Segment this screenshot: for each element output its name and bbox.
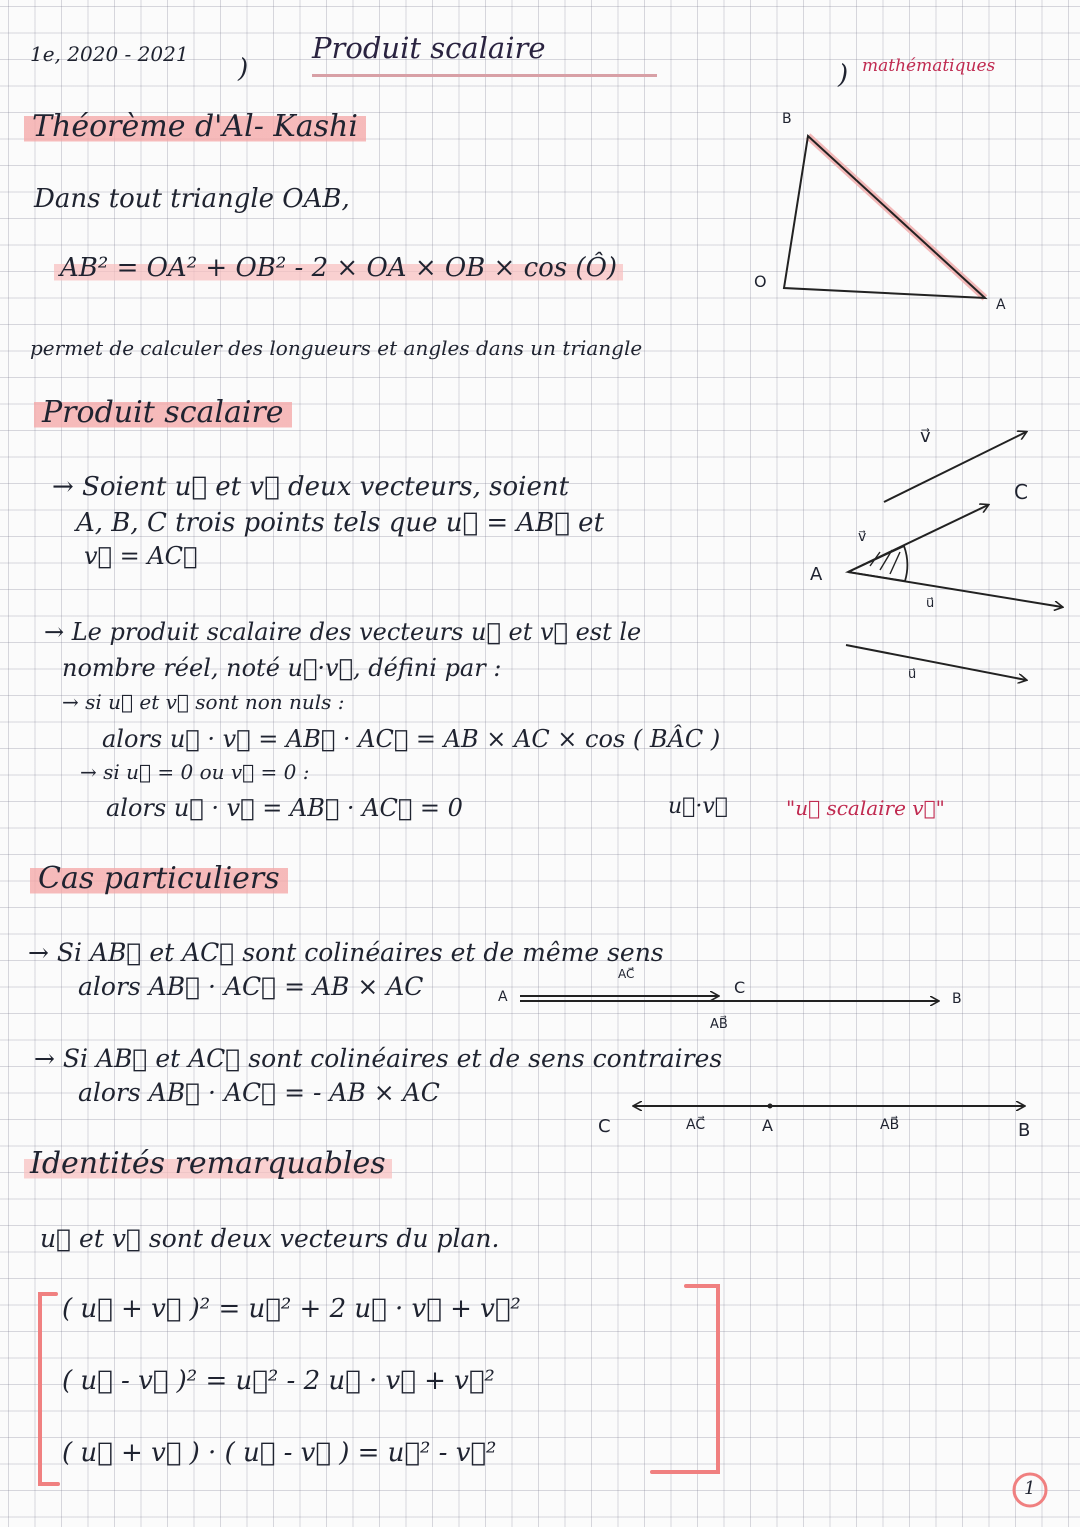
punch-hole-right: ) <box>838 60 849 90</box>
cas2-line1: → Si AB⃗ et AC⃗ sont colinéaires et de sens contraires <box>34 1044 723 1073</box>
subject-label: mathématiques <box>862 56 996 76</box>
case1-result: alors u⃗ · v⃗ = AB⃗ · AC⃗ = AB × AC × cos ( BÂC ) <box>102 725 721 753</box>
produit-intro-line2: A, B, C trois points tels que u⃗ = AB⃗ et <box>76 508 605 538</box>
triangle-label-a: A <box>996 297 1006 313</box>
case2-condition: → si u⃗ = 0 ou v⃗ = 0 : <box>80 760 310 784</box>
identity-sum-square: ( u⃗ + v⃗ )² = u⃗² + 2 u⃗ · v⃗ + v⃗² <box>62 1294 521 1324</box>
case2-result: alors u⃗ · v⃗ = AB⃗ · AC⃗ = 0 <box>106 794 463 822</box>
notation-symbol: u⃗·v⃗ <box>668 794 728 819</box>
cas2-line2: alors AB⃗ · AC⃗ = - AB × AC <box>78 1078 440 1107</box>
fig2-label-c: C <box>598 1116 611 1137</box>
fig1-label-ac: AC⃗ <box>618 967 635 981</box>
notation-reading: "u⃗ scalaire v⃗" <box>786 796 945 820</box>
identity-difference-square: ( u⃗ - v⃗ )² = u⃗² - 2 u⃗ · v⃗ + v⃗² <box>62 1366 495 1396</box>
identity-product: ( u⃗ + v⃗ ) · ( u⃗ - v⃗ ) = u⃗² - v⃗² <box>62 1438 497 1468</box>
kashi-usage: permet de calculer des longueurs et angles dans un triangle <box>30 336 643 360</box>
kashi-heading: Théorème d'Al- Kashi <box>24 110 366 144</box>
point-label-a: A <box>810 564 823 585</box>
produit-def-line2: nombre réel, noté u⃗·v⃗, défini par : <box>62 654 502 682</box>
cas-heading: Cas particuliers <box>30 862 288 896</box>
identites-heading: Identités remarquables <box>24 1148 392 1180</box>
fig1-label-a: A <box>498 989 508 1005</box>
triangle-label-o: O <box>754 272 767 291</box>
kashi-intro: Dans tout triangle OAB, <box>34 184 350 214</box>
produit-intro-line3: v⃗ = AC⃗ <box>84 542 198 570</box>
page-title: Produit scalaire <box>312 31 546 65</box>
point-label-c: C <box>1014 480 1028 504</box>
fig1-label-b: B <box>952 991 962 1007</box>
case1-condition: → si u⃗ et v⃗ sont non nuls : <box>62 690 345 714</box>
cas1-line2: alors AB⃗ · AC⃗ = AB × AC <box>78 972 424 1001</box>
cas1-line1: → Si AB⃗ et AC⃗ sont colinéaires et de même sens <box>28 938 664 967</box>
punch-hole-left: ) <box>238 54 249 84</box>
vector-label-u-bottom: u⃗ <box>908 667 917 682</box>
produit-heading: Produit scalaire <box>34 396 292 430</box>
fig1-label-c: C <box>734 978 746 997</box>
kashi-formula: AB² = OA² + OB² - 2 × OA × OB × cos (Ô) <box>54 254 623 282</box>
fig1-label-ab: AB⃗ <box>710 1017 728 1032</box>
vector-label-v-top: v⃗ <box>920 426 931 447</box>
fig2-label-b: B <box>1018 1120 1031 1141</box>
identites-intro: u⃗ et v⃗ sont deux vecteurs du plan. <box>40 1224 500 1253</box>
fig2-label-a: A <box>762 1116 773 1135</box>
vector-label-u-mid: u⃗ <box>926 596 935 611</box>
produit-def-line1: → Le produit scalaire des vecteurs u⃗ et v⃗ est le <box>44 618 642 646</box>
vector-label-v-mid: v⃗ <box>858 529 867 545</box>
class-year: 1e, 2020 - 2021 <box>30 42 189 66</box>
fig2-label-ac: AC⃗ <box>686 1117 706 1133</box>
produit-intro-line1: → Soient u⃗ et v⃗ deux vecteurs, soient <box>52 472 570 502</box>
triangle-label-b: B <box>782 111 792 127</box>
page-number: 1 <box>1024 1478 1036 1499</box>
fig2-label-ab: AB⃗ <box>880 1117 900 1133</box>
